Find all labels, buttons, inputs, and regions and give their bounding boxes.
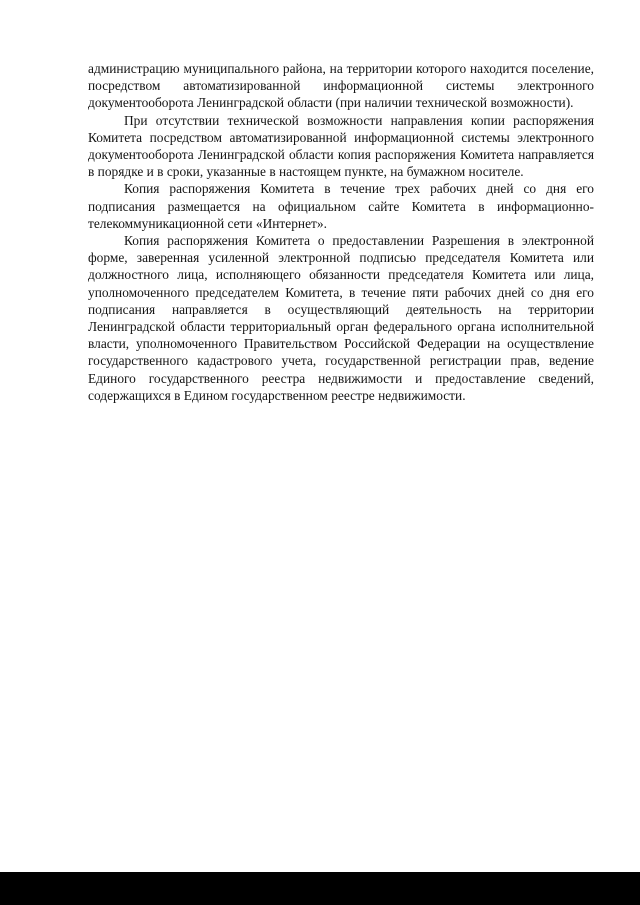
paragraph-electronic-copy: Копия распоряжения Комитета о предоставлении Разрешения в электронной форме, заверенная усиленной электронной подписью председателя Комитета или должностного лица, исполняющего обязанности председателя Комитета или лица, уполномоченного председателем Комитета, в течение пяти рабочих дней со дня его подписания направляется в осуществляющий деятельность на территории Ленинградской области территориальный орган федерального органа исполнительной власти, уполномоченного Правительством Российской Федерации на осуществление государственного кадастрового учета, государственной регистрации прав, ведение Единого государственного реестра недвижимости и предоставление сведений, содержащихся в Едином государственном реестре недвижимости. <box>88 233 594 403</box>
document-body <box>88 60 594 404</box>
scan-bottom-border <box>0 872 640 905</box>
paragraph-no-technical-possibility: При отсутствии технической возможности направления копии распоряжения Комитета посредством автоматизированной информационной системы электронного документооборота Ленинградской области копия распоряжения Комитета направляется в порядке и в сроки, указанные в настоящем пункте, на бумажном носителе. <box>88 112 594 180</box>
paragraph-continuation: администрацию муниципального района, на территории которого находится поселение, посредством автоматизированной информационной системы электронного документооборота Ленинградской области (при наличии технической возможности). <box>88 61 594 111</box>
paragraph-website-publication: Копия распоряжения Комитета в течение трех рабочих дней со дня его подписания размещается на официальном сайте Комитета в информационно-телекоммуникационной сети «Интернет». <box>88 181 594 231</box>
